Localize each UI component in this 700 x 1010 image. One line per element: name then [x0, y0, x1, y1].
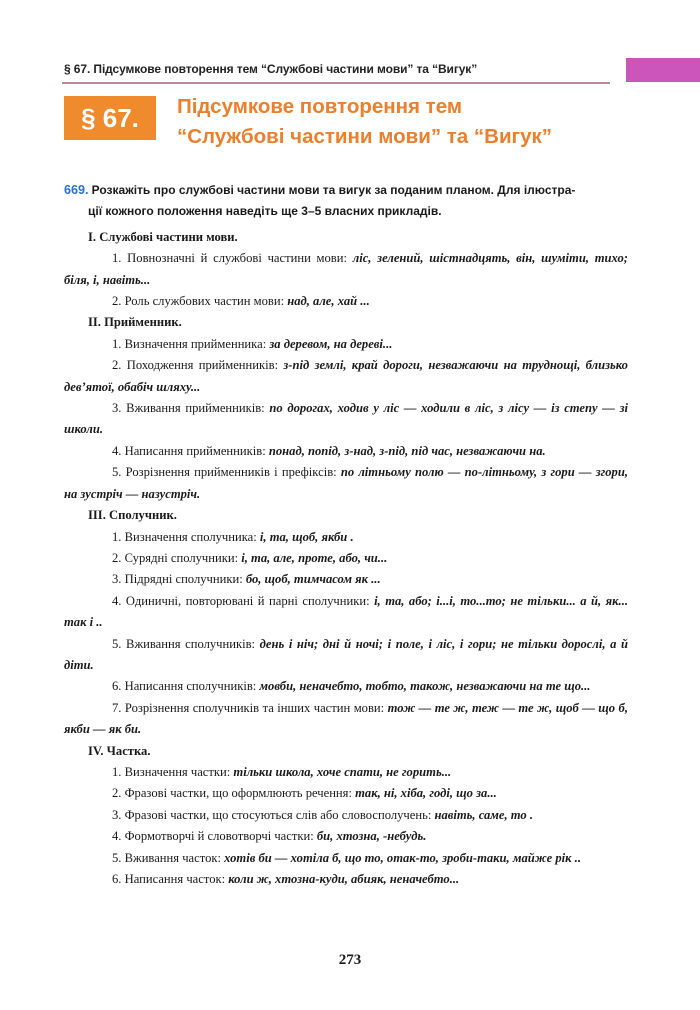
plan-item	[64, 848, 628, 869]
plan-item-examples: по дорогах, ходив у ліс — ходили в ліс, з лісу — із степу — зі школи.	[64, 401, 628, 437]
plan-item-label: 5. Вживання часток:	[112, 850, 225, 865]
plan-item	[64, 291, 628, 312]
plan-item-label: 2. Походження прийменників:	[112, 358, 284, 373]
plan-item-label: 5. Розрізнення прийменників і префіксів:	[112, 465, 341, 480]
plan-heading: ІІ. Прийменник.	[88, 315, 182, 330]
plan-item-examples: і, та, або; і...і, то...то; не тільки... а й, як... так і ..	[64, 593, 628, 630]
plan-item-examples: би, хтозна, -небудь.	[316, 829, 427, 844]
plan-item-label: 3. Підрядні сполучники:	[112, 572, 246, 587]
section-title-line-1: Підсумкове повторення тем	[177, 95, 463, 118]
plan-item	[64, 676, 628, 697]
plan-item	[64, 248, 628, 291]
plan-item-label: 6. Написання сполучників:	[112, 679, 260, 694]
plan-item-examples: і, та, але, проте, або, чи...	[241, 550, 388, 565]
plan-item	[64, 869, 628, 890]
plan-item-label: 2. Фразові частки, що оформлюють речення:	[112, 786, 356, 801]
plan-item-examples: тільки школа, хоче спати, не горить...	[233, 764, 452, 779]
plan-item	[64, 805, 628, 826]
plan-heading: І. Службові частини мови.	[88, 229, 238, 244]
plan-item	[64, 634, 628, 677]
plan-item	[64, 441, 628, 462]
plan-item-label: 4. Одиничні, повторювані й парні сполучники:	[112, 593, 375, 608]
plan-heading: ІІІ. Сполучник.	[88, 508, 177, 523]
plan-item-examples: так, ні, хіба, годі, що за...	[355, 786, 497, 801]
plan-item-label: 1. Визначення сполучника:	[112, 529, 260, 544]
plan-item-examples: бо, щоб, тимчасом як ...	[245, 572, 381, 587]
plan-item-examples: з-під землі, край дороги, незважаючи на труднощі, близько дев’ятої, обабіч шляху...	[64, 358, 628, 394]
task-text-line-1: Розкажіть про службові частини мови та вигук за поданим планом. Для ілюстра-	[91, 183, 576, 197]
plan-item	[64, 355, 628, 398]
plan-item-label: 1. Повнозначні й службові частини мови:	[112, 251, 353, 266]
task-text-line-2: ції кожного положення наведіть ще 3–5 власних прикладів.	[88, 204, 442, 219]
plan-item-examples: навіть, саме, то .	[434, 807, 534, 822]
plan-heading: IV. Частка.	[88, 743, 151, 758]
plan-item	[64, 462, 628, 505]
plan-item-examples: тож — те ж, теж — те ж, щоб — що б, якби — як би.	[64, 700, 628, 737]
section-title-line-2: “Службові частини мови” та “Вигук”	[177, 125, 553, 148]
plan-outline	[64, 227, 628, 891]
plan-item-label: 1. Визначення прийменника:	[112, 336, 270, 351]
plan-item-label: 7. Розрізнення сполучників та інших частин мови:	[112, 700, 388, 715]
header-rule	[62, 82, 610, 84]
plan-item	[64, 527, 628, 548]
plan-item-examples: над, але, хай ...	[287, 294, 370, 309]
plan-item-examples: ліс, зелений, шістнадцять, він, шуміти, тихо; біля, і, навіть...	[64, 251, 628, 287]
page-number: 273	[338, 952, 362, 968]
plan-item-examples: хотів би — хотіла б, що то, отак-то, зроби-таки, майже рік ..	[224, 850, 581, 865]
plan-item-label: 4. Формотворчі й словотворчі частки:	[112, 829, 317, 844]
plan-item-examples: і, та, щоб, якби .	[259, 529, 354, 544]
plan-item-label: 2. Роль службових частин мови:	[112, 294, 288, 309]
plan-item-examples: мовби, неначебто, тобто, також, незважаючи на те що...	[259, 679, 591, 694]
plan-item	[64, 334, 628, 355]
plan-item-label: 6. Написання часток:	[112, 872, 229, 886]
plan-item	[64, 698, 628, 741]
plan-item-examples: понад, попід, з-над, з-під, під час, незважаючи на.	[268, 443, 546, 458]
plan-item	[64, 783, 628, 804]
plan-item-examples: за деревом, на дереві...	[269, 336, 393, 351]
plan-item	[64, 569, 628, 590]
exercise-content	[64, 180, 628, 890]
plan-item	[64, 762, 628, 783]
task-prompt	[64, 180, 628, 223]
plan-item-examples: коли ж, хтозна-куди, абияк, неначебто...	[228, 872, 460, 886]
plan-item-label: 3. Фразові частки, що стосуються слів або словосполучень:	[112, 807, 435, 822]
task-number: 669.	[64, 183, 89, 197]
plan-item-label: 5. Вживання сполучників:	[112, 636, 260, 651]
plan-item-label: 4. Написання прийменників:	[112, 443, 269, 458]
plan-item	[64, 548, 628, 569]
section-title	[177, 92, 617, 152]
section-badge: § 67.	[64, 96, 156, 140]
plan-item	[64, 826, 628, 847]
plan-item	[64, 591, 628, 634]
plan-item-label: 1. Визначення частки:	[112, 764, 234, 779]
plan-item-examples: по літньому полю — по-літньому, з гори — згори, на зустріч — назустріч.	[64, 465, 629, 501]
plan-item-examples: день і ніч; дні й ночі; і поле, і ліс, і гори; не тільки дорослі, а й діти.	[64, 636, 628, 672]
running-head: § 67. Підсумкове повторення тем “Службові частини мови” та “Вигук”	[64, 62, 478, 76]
chapter-tab	[626, 58, 700, 82]
plan-item-label: 3. Вживання прийменників:	[112, 401, 270, 416]
plan-item-label: 2. Сурядні сполучники:	[112, 550, 242, 565]
plan-item	[64, 398, 628, 441]
